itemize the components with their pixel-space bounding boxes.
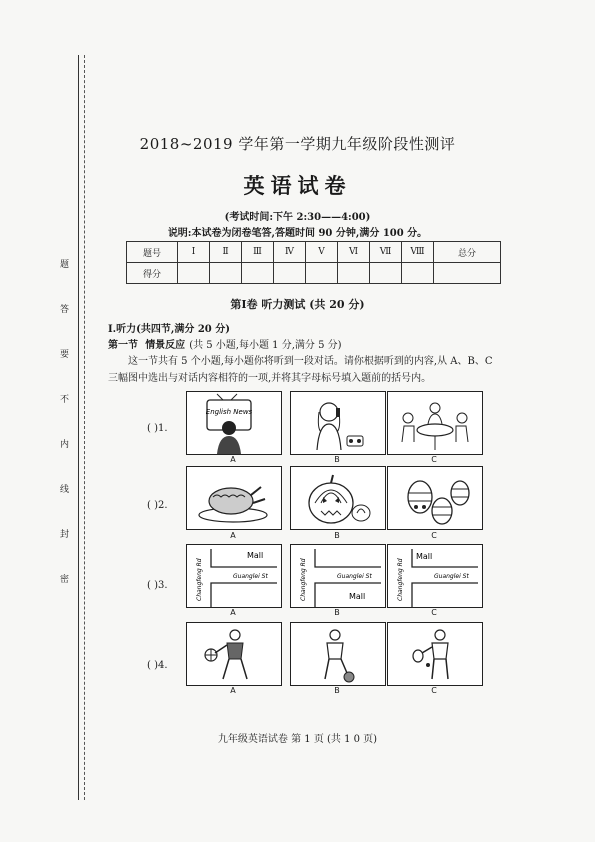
option-label: B [334,608,340,617]
street-label: Guanglei St [337,573,372,580]
section-heading: Ⅰ.听力(共四节,满分 20 分) [108,324,230,335]
street-map-picture [388,545,482,607]
score-col: Ⅳ [274,242,306,263]
subsection-detail: (共 5 小题,每小题 1 分,满分 5 分) [189,340,342,351]
mall-label: Mall [349,592,366,601]
picture-q2-b[interactable] [290,466,386,530]
score-total-label: 总分 [434,242,501,263]
score-col: Ⅴ [306,242,338,263]
margin-char: 封 [60,530,70,540]
mall-label: Mall [247,551,264,560]
score-cell[interactable] [178,263,210,284]
instructions: 这一节共有 5 个小题,每小题你将听到一段对话。请你根据听到的内容,从 A、B、C 三幅图中选出与对话内容相符的一项,并将其字母标号填入题前的括号内。 [108,356,493,384]
picture-q4-c[interactable] [387,622,483,686]
part-title: 第Ⅰ卷 听力测试 (共 20 分) [230,298,365,311]
street-label: Guanglei St [434,573,469,580]
picture-q3-c[interactable] [387,544,483,608]
street-label: Guanglei St [233,573,268,580]
option-label: B [334,686,340,695]
score-col: Ⅰ [178,242,210,263]
subsection-title: 情景反应 [145,340,186,351]
score-total-cell[interactable] [434,263,501,284]
picture-q3-b[interactable] [290,544,386,608]
option-label: A [230,455,236,464]
picture-q1-b[interactable] [290,391,386,455]
option-label: C [431,531,437,540]
option-label: B [334,455,340,464]
score-cell[interactable] [274,263,306,284]
subsection-label: 第一节 [108,340,138,351]
tv-news-picture [187,392,281,454]
margin-char: 不 [60,395,70,405]
mall-label: Mall [416,552,433,561]
score-col: Ⅷ [402,242,434,263]
score-table-score-row [127,263,501,284]
picture-q2-c[interactable] [387,466,483,530]
page-footer: 九年级英语试卷 第 1 页 (共 1 0 页) [217,734,378,745]
tennis-player-picture [388,623,482,685]
score-cell[interactable] [370,263,402,284]
score-table [126,241,501,284]
exam-time: (考试时间:下午 2:30——4:00) [224,212,371,223]
football-player-picture [291,623,385,685]
score-row-label: 得分 [127,263,178,284]
score-col: Ⅵ [338,242,370,263]
score-cell[interactable] [338,263,370,284]
margin-char: 题 [60,260,70,270]
subject-title: 英语试卷 [243,173,352,198]
subsection-heading [108,336,342,351]
exam-note: 说明:本试卷为闭卷笔答,答题时间 90 分钟,满分 100 分。 [167,228,428,239]
question-number[interactable]: ( )2. [147,500,168,511]
street-map-picture [187,545,281,607]
question-number[interactable]: ( )4. [147,660,168,671]
picture-q2-a[interactable] [186,466,282,530]
exam-title: 2018~2019 学年第一学期九年级阶段性测评 [139,135,456,153]
score-cell[interactable] [242,263,274,284]
margin-char: 线 [60,485,70,495]
picture-q1-a[interactable] [186,391,282,455]
seal-line [84,55,85,800]
score-header-label: 题号 [127,242,178,263]
score-col: Ⅶ [370,242,402,263]
tv-news-text: English News [205,408,253,416]
option-label: C [431,608,437,617]
basketball-player-picture [187,623,281,685]
score-cell[interactable] [210,263,242,284]
score-col: Ⅲ [242,242,274,263]
picture-q3-a[interactable] [186,544,282,608]
picture-q1-c[interactable] [387,391,483,455]
score-cell[interactable] [402,263,434,284]
roast-turkey-picture [187,467,281,529]
question-number[interactable]: ( )1. [147,423,168,434]
phone-call-picture [291,392,385,454]
score-table-header-row [127,242,501,263]
option-label: C [431,686,437,695]
option-label: B [334,531,340,540]
binding-line [78,55,79,800]
score-cell[interactable] [306,263,338,284]
margin-char: 内 [60,440,70,450]
option-label: A [230,686,236,695]
margin-char: 答 [60,305,70,315]
easter-eggs-picture [388,467,482,529]
score-col: Ⅱ [210,242,242,263]
option-label: C [431,455,437,464]
option-label: A [230,531,236,540]
table-talk-picture [388,392,482,454]
pumpkin-lantern-picture [291,467,385,529]
road-label: Changfeng Rd [397,558,404,601]
street-map-picture [291,545,385,607]
option-label: A [230,608,236,617]
road-label: Changfeng Rd [196,558,203,601]
picture-q4-a[interactable] [186,622,282,686]
picture-q4-b[interactable] [290,622,386,686]
margin-char: 密 [60,575,70,585]
margin-char: 要 [60,350,70,360]
question-number[interactable]: ( )3. [147,580,168,591]
road-label: Changfeng Rd [300,558,307,601]
